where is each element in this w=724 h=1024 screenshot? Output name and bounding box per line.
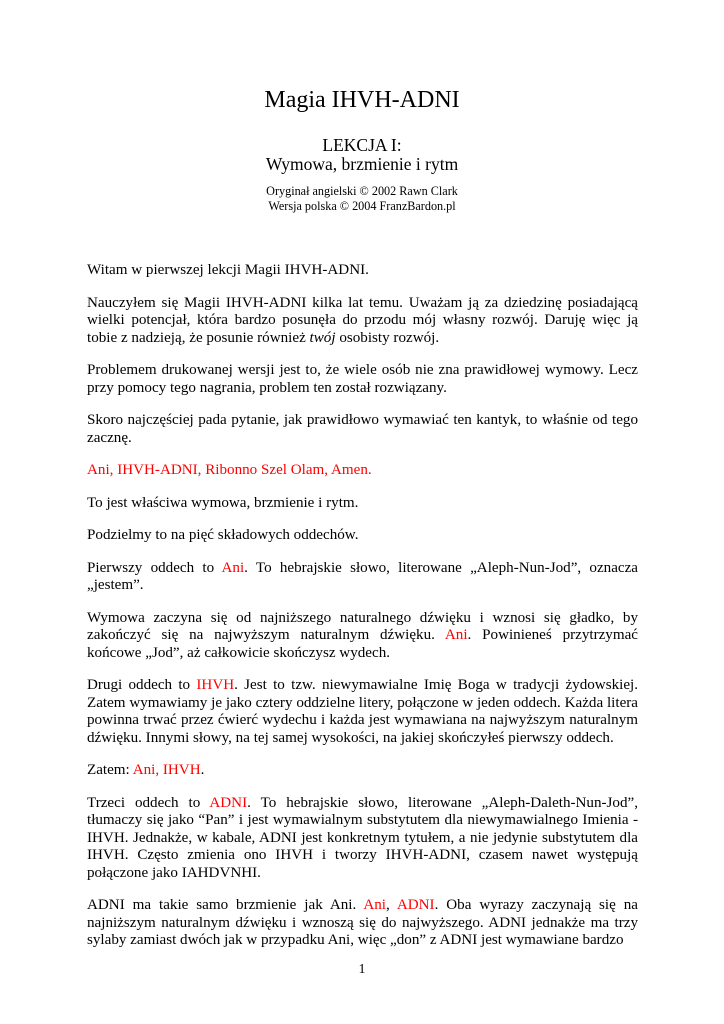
paragraph-8: Pierwszy oddech to Ani. To hebrajskie słowo, literowane „Aleph-Nun-Jod”, oznacza „jestem”.	[87, 559, 638, 593]
credits	[0, 184, 724, 214]
highlight-word: Ani	[221, 559, 245, 576]
page-number: 1	[358, 962, 366, 977]
highlight-word: Ani, IHVH	[132, 762, 201, 778]
lesson-number: LEKCJA I:	[322, 135, 402, 155]
chant-line: Ani, IHVH-ADNI, Ribonno Szel Olam, Amen.	[87, 462, 372, 478]
paragraph-1: Witam w pierwszej lekcji Magii IHVH-ADNI.	[87, 262, 369, 278]
highlight-word: IHVH	[196, 677, 235, 693]
paragraph-4: Skoro najczęściej pada pytanie, jak prawidłowo wymawiać ten kantyk, to właśnie od tego zacznę.	[87, 412, 638, 446]
polish-credit: Wersja polska © 2004 FranzBardon.pl	[268, 199, 456, 213]
highlight-word: Ani	[444, 627, 468, 643]
lesson-subtitle: Wymowa, brzmienie i rytm	[265, 154, 459, 174]
paragraph-13: ADNI ma takie samo brzmienie jak Ani. Ani, ADNI. Oba wyrazy zaczynają się na najniższym naturalnym dźwięku i wznoszą się do najwyższego. ADNI jednakże ma trzy sylaby zamiast dwóch jak w przypadku Ani, więc „don” z ADNI jest wymawiane bardzo	[87, 897, 638, 948]
paragraph-7: Podzielmy to na pięć składowych oddechów.	[87, 527, 359, 543]
paragraph-11: Zatem: Ani, IHVH.	[87, 762, 205, 778]
highlight-word: ADNI	[209, 794, 248, 811]
paragraph-2: Nauczyłem się Magii IHVH-ADNI kilka lat temu. Uważam ją za dziedzinę posiadającą wielki potencjał, która bardzo posunęła do przodu mój własny rozwój. Daruję więc ją tobie z nadzieją, że posunie również twój osobisty rozwój.	[87, 294, 638, 346]
paragraph-3: Problemem drukowanej wersji jest to, że wiele osób nie zna prawidłowej wymowy. Lecz przy pomocy tego nagrania, problem ten został rozwiązany.	[87, 362, 638, 396]
lesson-heading	[0, 136, 724, 174]
paragraph-6: To jest właściwa wymowa, brzmienie i rytm.	[87, 494, 359, 511]
highlight-word: ADNI	[396, 897, 435, 913]
paragraph-9: Wymowa zaczyna się od najniższego naturalnego dźwięku i wznosi się gładko, by zakończyć się na najwyższym naturalnym dźwięku. Ani. Powinieneś przytrzymać końcowe „Jod”, aż całkowicie skończysz wydech.	[87, 609, 638, 661]
paragraph-10: Drugi oddech to IHVH. Jest to tzw. niewymawialne Imię Boga w tradycji żydowskiej. Zatem wymawiamy je jako cztery oddzielne litery, połączone w jeden oddech. Każda litera powinna trwać przez ćwierć wydechu i każda jest wymawiana na najwyższym naturalnym dźwięku. Innymi słowy, na tej samej wysokości, na jakiej skończyłeś pierwszy oddech.	[87, 677, 638, 746]
document-title: Magia IHVH-ADNI	[264, 87, 460, 113]
highlight-word: Ani	[363, 897, 386, 913]
original-credit: Oryginał angielski © 2002 Rawn Clark	[266, 184, 458, 198]
paragraph-12: Trzeci oddech to ADNI. To hebrajskie słowo, literowane „Aleph-Daleth-Nun-Jod”, tłumaczy się jako “Pan” i jest wymawialnym substytutem dla niewymawialnego Imienia - IHVH. Jednakże, w kabale, ADNI jest konkretnym tytułem, a nie jedynie substytutem dla IHVH. Często zmienia ono IHVH i tworzy IHVH-ADNI, czasem nawet występują połączone jako IAHDVNHI.	[87, 794, 638, 881]
document-body	[87, 262, 638, 965]
emphasis: twój	[309, 329, 336, 346]
